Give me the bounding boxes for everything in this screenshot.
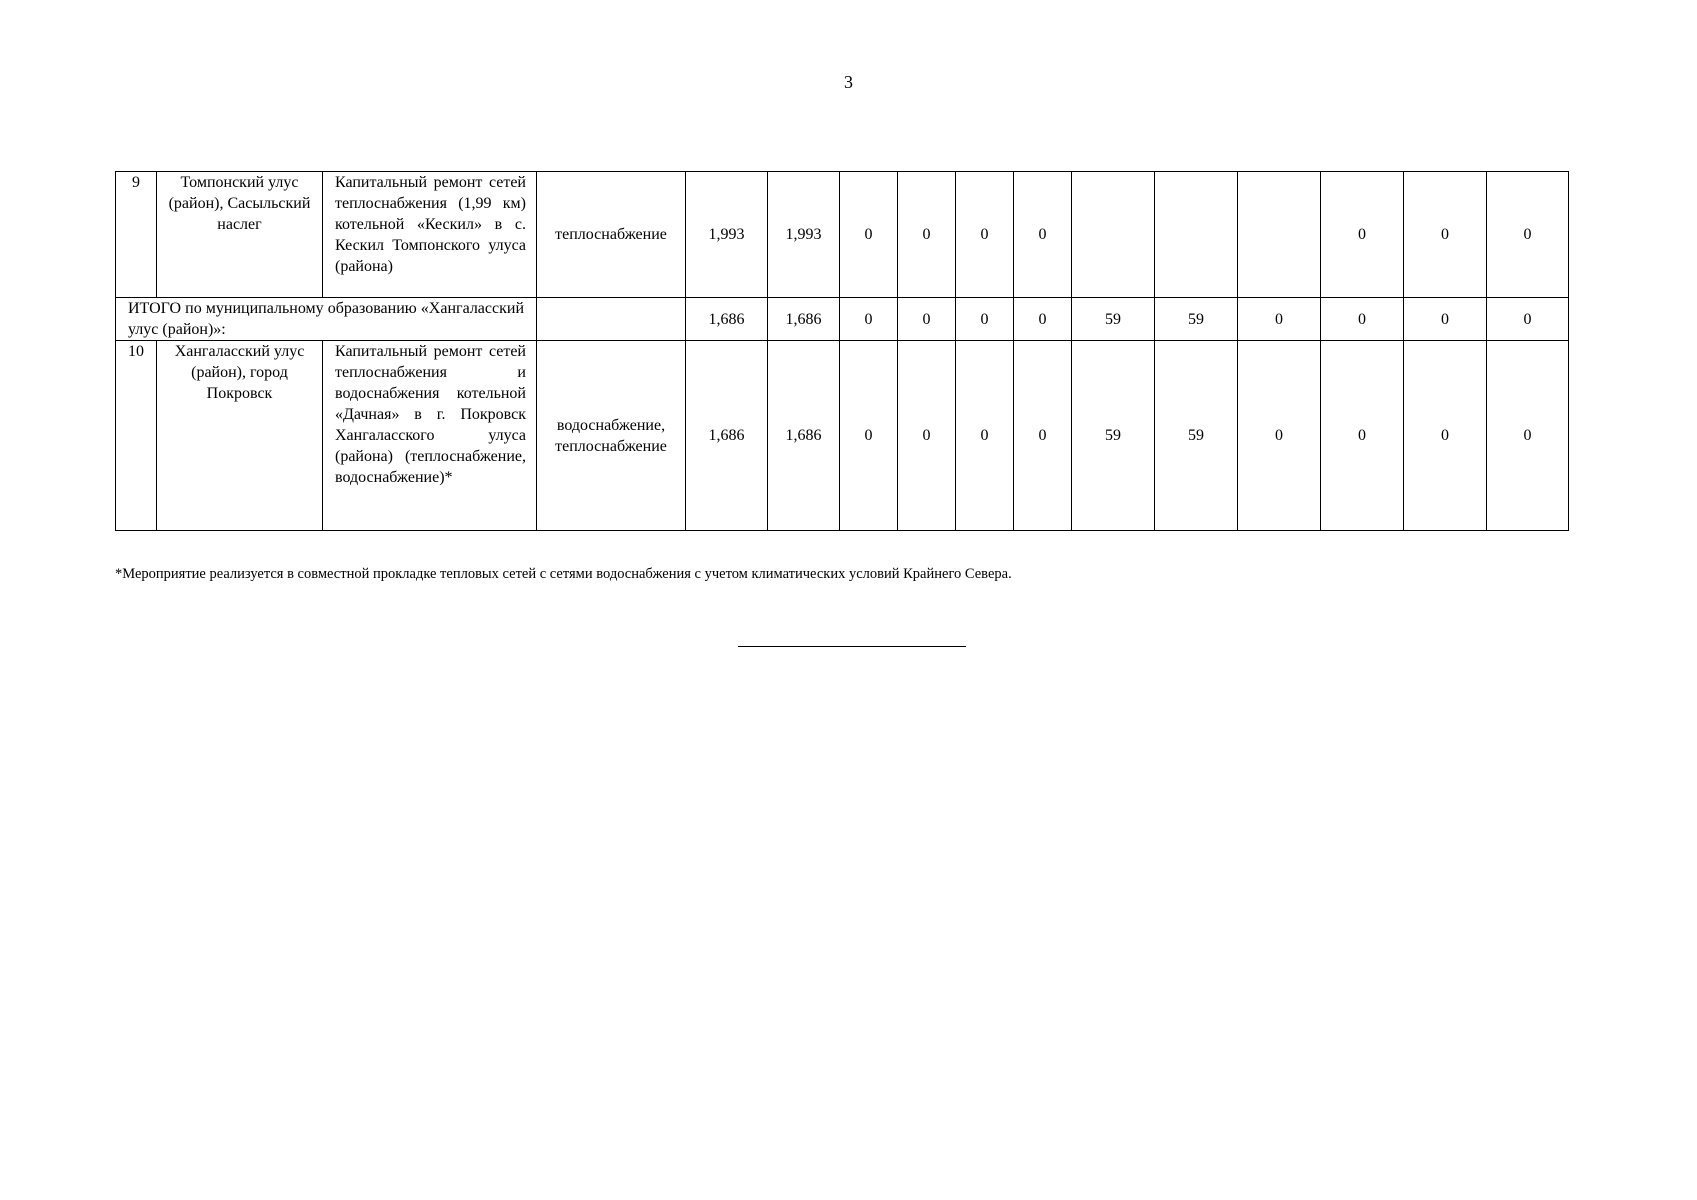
value-cell: 0 [898, 172, 956, 298]
value-cell: 0 [956, 172, 1014, 298]
value-cell [1072, 172, 1155, 298]
value-cell: 0 [1487, 298, 1569, 341]
total-label: ИТОГО по муниципальному образованию «Хангаласский улус (район)»: [116, 298, 537, 341]
district-cell: Хангаласский улус (район), город Покровск [157, 341, 323, 531]
type-cell: теплоснабжение [537, 172, 686, 298]
value-cell: 0 [1404, 341, 1487, 531]
table-row-total [116, 298, 1569, 341]
value-cell: 0 [956, 341, 1014, 531]
value-cell: 0 [1014, 172, 1072, 298]
value-cell: 0 [898, 341, 956, 531]
value-cell: 1,686 [686, 298, 768, 341]
value-cell: 1,686 [768, 298, 840, 341]
value-cell: 1,686 [768, 341, 840, 531]
measures-table [115, 171, 1569, 531]
value-cell: 59 [1155, 298, 1238, 341]
value-cell: 0 [1238, 298, 1321, 341]
description-cell: Капитальный ремонт сетей теплоснабжения (1,99 км) котельной «Кескил» в с. Кескил Томпонского улуса (района) [323, 172, 537, 298]
page-number: 3 [844, 72, 853, 92]
value-cell: 0 [1014, 298, 1072, 341]
description-cell: Капитальный ремонт сетей теплоснабжения и водоснабжения котельной «Дачная» в г. Покровск Хангаласского улуса (района) (теплоснабжение, водоснабжение)* [323, 341, 537, 531]
value-cell: 1,993 [686, 172, 768, 298]
type-cell: водоснабжение, теплоснабжение [537, 341, 686, 531]
value-cell: 0 [1404, 298, 1487, 341]
row-number: 9 [116, 172, 157, 298]
value-cell: 0 [1487, 172, 1569, 298]
value-cell: 59 [1072, 341, 1155, 531]
district-cell: Томпонский улус (район), Сасыльский наслег [157, 172, 323, 298]
table-row [116, 341, 1569, 531]
value-cell: 59 [1155, 341, 1238, 531]
footnote: *Мероприятие реализуется в совместной прокладке тепловых сетей с сетями водоснабжения с учетом климатических условий Крайнего Севера. [115, 566, 1012, 582]
value-cell: 0 [1321, 172, 1404, 298]
type-cell [537, 298, 686, 341]
value-cell: 59 [1072, 298, 1155, 341]
value-cell: 0 [1321, 341, 1404, 531]
value-cell [1155, 172, 1238, 298]
value-cell: 0 [956, 298, 1014, 341]
value-cell: 0 [898, 298, 956, 341]
value-cell [1238, 172, 1321, 298]
value-cell: 0 [1404, 172, 1487, 298]
value-cell: 0 [1487, 341, 1569, 531]
value-cell: 0 [840, 172, 898, 298]
table-row [116, 172, 1569, 298]
closing-rule [738, 646, 966, 647]
value-cell: 0 [840, 341, 898, 531]
value-cell: 0 [840, 298, 898, 341]
value-cell: 0 [1238, 341, 1321, 531]
value-cell: 0 [1014, 341, 1072, 531]
value-cell: 1,993 [768, 172, 840, 298]
value-cell: 0 [1321, 298, 1404, 341]
row-number: 10 [116, 341, 157, 531]
value-cell: 1,686 [686, 341, 768, 531]
